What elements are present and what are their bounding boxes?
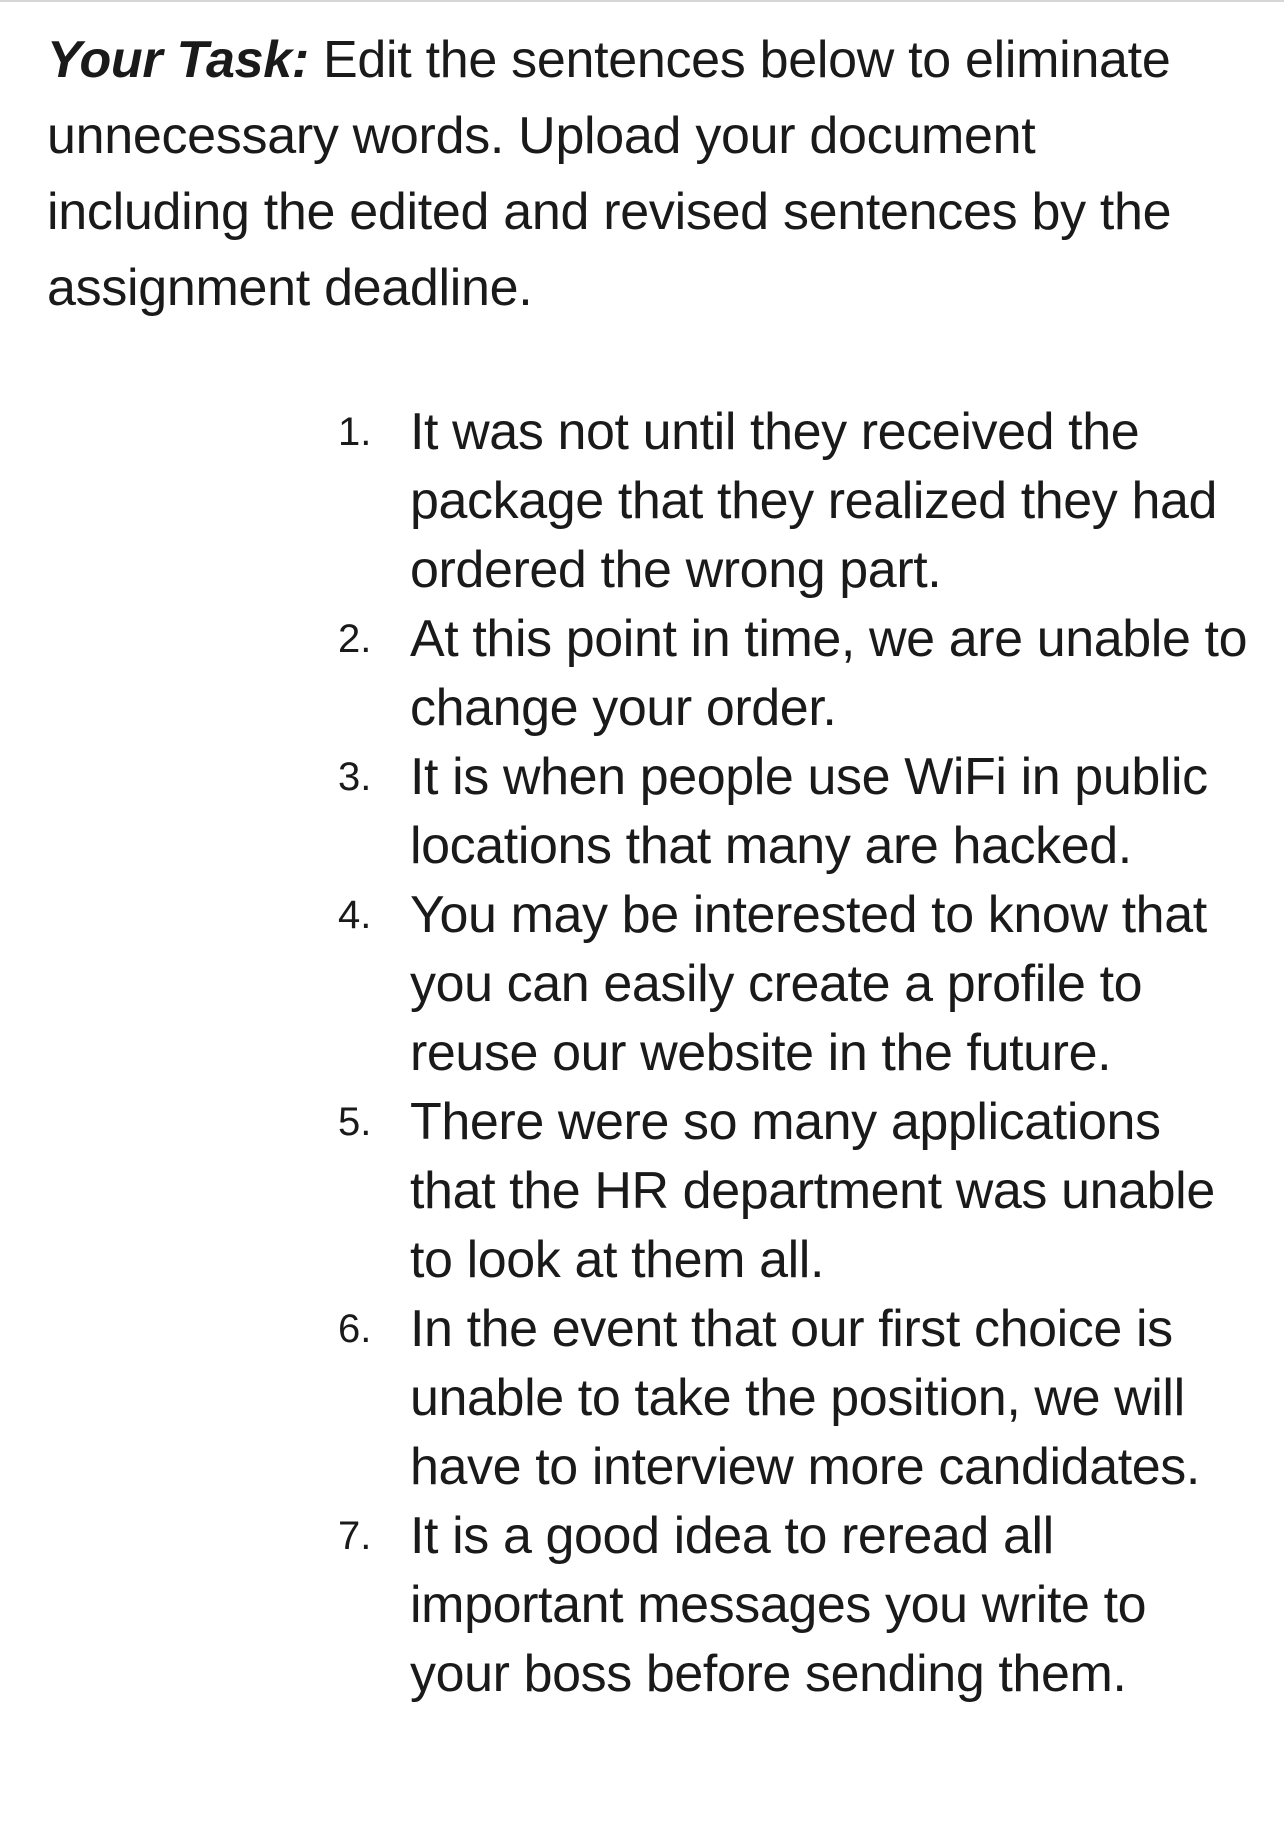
list-item <box>338 743 1250 881</box>
sentence-list <box>338 398 1250 1709</box>
task-instructions <box>47 22 1227 326</box>
list-item <box>338 1088 1250 1295</box>
list-item-number: 4. <box>338 893 372 937</box>
list-item-number: 2. <box>338 617 372 661</box>
task-label: Your Task: <box>47 31 309 89</box>
list-item-number: 1. <box>338 410 372 454</box>
top-divider <box>0 0 1284 2</box>
list-item <box>338 1295 1250 1502</box>
list-item-number: 5. <box>338 1100 372 1144</box>
list-item <box>338 1502 1250 1709</box>
list-item-text: There were so many applications that the HR department was unable to look at them all. <box>410 1093 1215 1289</box>
list-item-text: At this point in time, we are unable to change your order. <box>410 610 1248 737</box>
list-item <box>338 398 1250 605</box>
task-instructions-text: Edit the sentences below to eliminate unnecessary words. Upload your document including the edited and revised sentences by the assignment deadline. <box>47 31 1172 317</box>
list-item-number: 3. <box>338 755 372 799</box>
list-item-number: 7. <box>338 1514 372 1558</box>
list-item <box>338 881 1250 1088</box>
list-item-text: It is when people use WiFi in public locations that many are hacked. <box>410 748 1208 875</box>
list-item-text: It was not until they received the package that they realized they had ordered the wrong part. <box>410 403 1218 599</box>
list-item <box>338 605 1250 743</box>
list-item-text: In the event that our first choice is unable to take the position, we will have to interview more candidates. <box>410 1300 1200 1496</box>
list-item-text: You may be interested to know that you can easily create a profile to reuse our website in the future. <box>410 886 1207 1082</box>
list-item-number: 6. <box>338 1307 372 1351</box>
list-item-text: It is a good idea to reread all important messages you write to your boss before sending them. <box>410 1507 1147 1703</box>
